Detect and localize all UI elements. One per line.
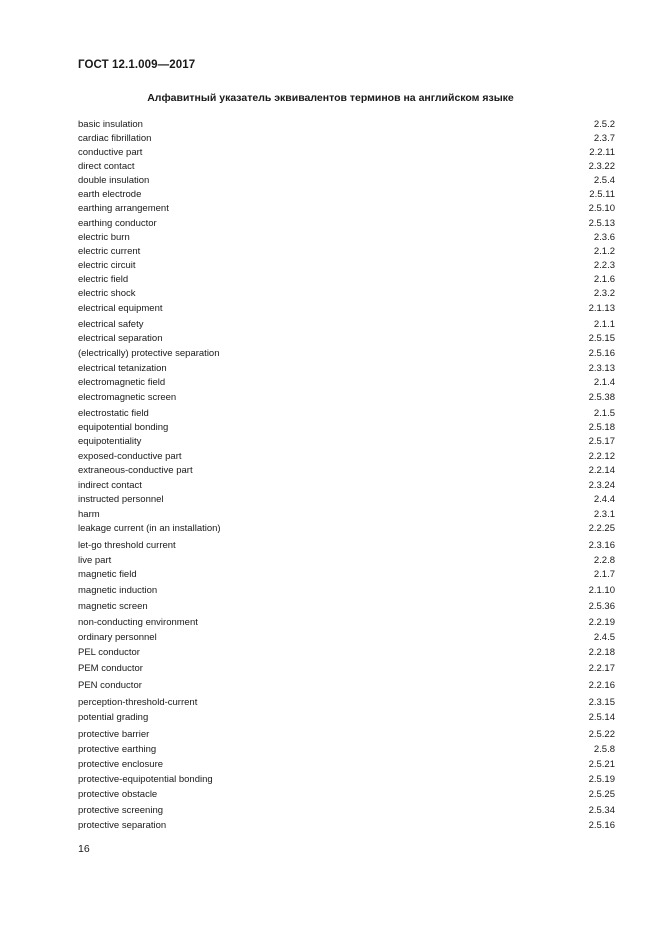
term-reference: 2.5.2	[593, 119, 615, 130]
list-item	[78, 728, 615, 742]
term-text: double insulation	[78, 175, 150, 186]
term-reference: 2.5.18	[588, 422, 615, 433]
term-reference: 2.3.1	[593, 509, 615, 520]
term-text: protective separation	[78, 820, 167, 831]
term-text: equipotential bonding	[78, 422, 169, 433]
term-text: ordinary personnel	[78, 632, 157, 643]
term-reference: 2.1.2	[593, 246, 615, 257]
term-text: protective barrier	[78, 729, 150, 740]
term-reference: 2.5.14	[588, 712, 615, 723]
term-text: (electrically) protective separation	[78, 348, 220, 359]
list-item	[78, 464, 615, 478]
term-reference: 2.3.24	[588, 480, 615, 491]
term-reference: 2.2.17	[588, 663, 615, 674]
term-text: direct contact	[78, 161, 135, 172]
list-item	[78, 231, 615, 245]
list-item	[78, 493, 615, 507]
list-item	[78, 568, 615, 582]
list-item	[78, 679, 615, 693]
term-reference: 2.3.7	[593, 133, 615, 144]
term-reference: 2.3.15	[588, 697, 615, 708]
term-text: protective enclosure	[78, 759, 164, 770]
term-text: electric field	[78, 274, 129, 285]
term-text: electric current	[78, 246, 141, 257]
term-text: protective-equipotential bonding	[78, 774, 213, 785]
term-reference: 2.5.4	[593, 175, 615, 186]
term-reference: 2.5.8	[593, 744, 615, 755]
term-reference: 2.2.18	[588, 647, 615, 658]
list-item	[78, 407, 615, 421]
term-text: extraneous-conductive part	[78, 465, 193, 476]
list-item	[78, 696, 615, 710]
term-reference: 2.5.16	[588, 348, 615, 359]
term-text: electric shock	[78, 288, 136, 299]
page-title: Алфавитный указатель эквивалентов терминов на английском языке	[147, 92, 514, 104]
term-text: electrical tetanization	[78, 363, 167, 374]
list-item	[78, 376, 615, 390]
term-reference: 2.5.15	[588, 333, 615, 344]
term-reference: 2.1.10	[588, 585, 615, 596]
term-text: electric circuit	[78, 260, 136, 271]
term-text: harm	[78, 509, 100, 520]
term-text: leakage current (in an installation)	[78, 523, 221, 534]
list-item	[78, 711, 615, 725]
term-reference: 2.1.13	[588, 303, 615, 314]
term-reference: 2.5.16	[588, 820, 615, 831]
list-item	[78, 758, 615, 772]
term-reference: 2.2.12	[588, 451, 615, 462]
term-reference: 2.2.3	[593, 260, 615, 271]
term-text: basic insulation	[78, 119, 143, 130]
term-text: instructed personnel	[78, 494, 164, 505]
list-item	[78, 600, 615, 614]
list-item	[78, 391, 615, 405]
term-reference: 2.4.5	[593, 632, 615, 643]
list-item	[78, 554, 615, 568]
term-reference: 2.2.19	[588, 617, 615, 628]
term-text: electrical separation	[78, 333, 163, 344]
list-item	[78, 743, 615, 757]
term-reference: 2.2.11	[589, 147, 615, 158]
list-item	[78, 318, 615, 332]
term-reference: 2.3.13	[588, 363, 615, 374]
list-item	[78, 273, 615, 287]
list-item	[78, 435, 615, 449]
term-reference: 2.5.22	[588, 729, 615, 740]
term-reference: 2.2.14	[588, 465, 615, 476]
term-text: magnetic screen	[78, 601, 148, 612]
term-reference: 2.5.38	[588, 392, 615, 403]
list-item	[78, 522, 615, 536]
term-text: live part	[78, 555, 112, 566]
list-item	[78, 646, 615, 660]
list-item	[78, 539, 615, 553]
term-reference: 2.5.36	[588, 601, 615, 612]
list-item	[78, 819, 615, 833]
document-header: ГОСТ 12.1.009—2017	[78, 59, 196, 71]
term-text: electrical safety	[78, 319, 144, 330]
term-text: protective earthing	[78, 744, 157, 755]
list-item	[78, 174, 615, 188]
list-item	[78, 347, 615, 361]
list-item	[78, 188, 615, 202]
list-item	[78, 804, 615, 818]
list-item	[78, 616, 615, 630]
term-reference: 2.1.5	[593, 408, 615, 419]
list-item	[78, 450, 615, 464]
term-reference: 2.2.16	[588, 680, 615, 691]
term-reference: 2.2.25	[588, 523, 615, 534]
term-reference: 2.1.1	[593, 319, 615, 330]
list-item	[78, 788, 615, 802]
term-text: PEN conductor	[78, 680, 142, 691]
term-reference: 2.5.19	[588, 774, 615, 785]
list-item	[78, 245, 615, 259]
term-reference: 2.5.34	[588, 805, 615, 816]
term-reference: 2.1.4	[593, 377, 615, 388]
term-text: electric burn	[78, 232, 130, 243]
list-item	[78, 146, 615, 160]
list-item	[78, 479, 615, 493]
list-item	[78, 332, 615, 346]
term-reference: 2.5.25	[588, 789, 615, 800]
term-reference: 2.5.10	[588, 203, 615, 214]
list-item	[78, 202, 615, 216]
term-text: potential grading	[78, 712, 149, 723]
term-text: exposed-conductive part	[78, 451, 182, 462]
term-text: earthing arrangement	[78, 203, 169, 214]
term-text: electrical equipment	[78, 303, 163, 314]
term-reference: 2.3.16	[588, 540, 615, 551]
term-text: perception-threshold-current	[78, 697, 198, 708]
term-reference: 2.4.4	[593, 494, 615, 505]
term-text: earthing conductor	[78, 218, 157, 229]
term-text: earth electrode	[78, 189, 142, 200]
list-item	[78, 631, 615, 645]
list-item	[78, 362, 615, 376]
list-item	[78, 287, 615, 301]
term-text: PEM conductor	[78, 663, 143, 674]
term-reference: 2.2.8	[593, 555, 615, 566]
list-item	[78, 259, 615, 273]
list-item	[78, 421, 615, 435]
term-reference: 2.3.22	[588, 161, 615, 172]
term-reference: 2.5.11	[589, 189, 615, 200]
term-text: indirect contact	[78, 480, 142, 491]
term-text: let-go threshold current	[78, 540, 176, 551]
term-text: protective screening	[78, 805, 164, 816]
term-reference: 2.1.7	[593, 569, 615, 580]
term-text: PEL conductor	[78, 647, 140, 658]
term-reference: 2.3.2	[593, 288, 615, 299]
term-text: electromagnetic screen	[78, 392, 177, 403]
term-reference: 2.3.6	[593, 232, 615, 243]
list-item	[78, 132, 615, 146]
list-item	[78, 584, 615, 598]
list-item	[78, 773, 615, 787]
term-text: magnetic induction	[78, 585, 158, 596]
term-text: electrostatic field	[78, 408, 149, 419]
list-item	[78, 217, 615, 231]
term-text: magnetic field	[78, 569, 137, 580]
term-text: protective obstacle	[78, 789, 158, 800]
term-reference: 2.5.17	[588, 436, 615, 447]
term-text: equipotentiality	[78, 436, 142, 447]
term-text: conductive part	[78, 147, 143, 158]
term-text: non-conducting environment	[78, 617, 198, 628]
term-reference: 2.5.21	[588, 759, 615, 770]
list-item	[78, 118, 615, 132]
list-item	[78, 662, 615, 676]
term-text: electromagnetic field	[78, 377, 166, 388]
list-item	[78, 508, 615, 522]
page-number: 16	[78, 843, 90, 855]
list-item	[78, 160, 615, 174]
term-reference: 2.5.13	[588, 218, 615, 229]
term-reference: 2.1.6	[593, 274, 615, 285]
list-item	[78, 302, 615, 316]
term-text: cardiac fibrillation	[78, 133, 152, 144]
